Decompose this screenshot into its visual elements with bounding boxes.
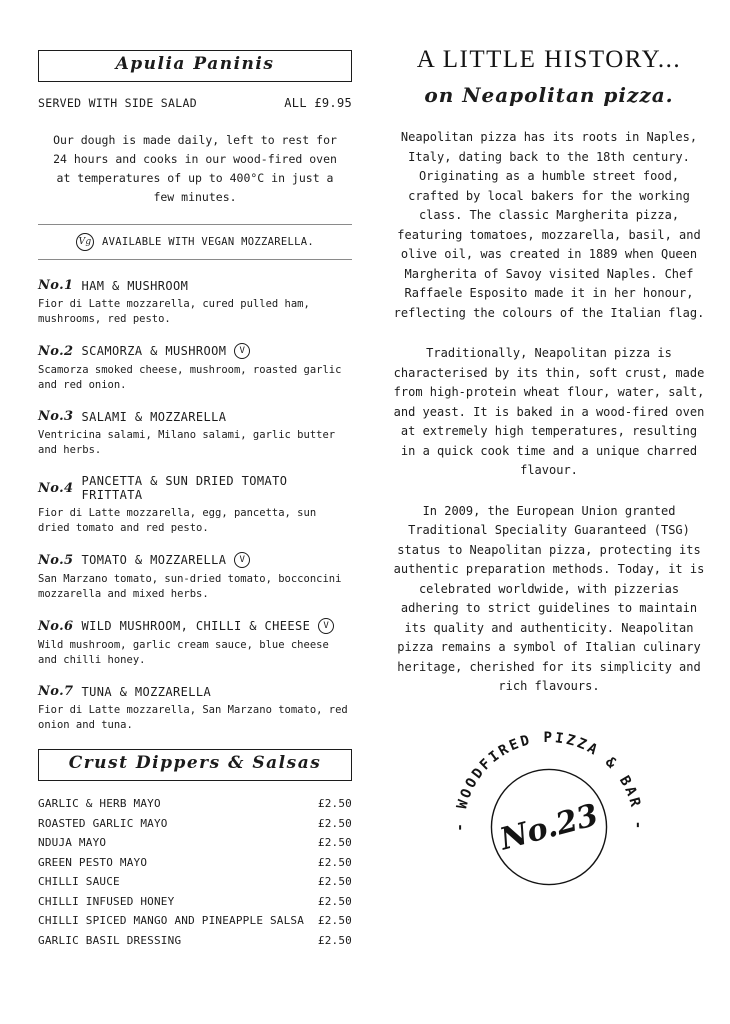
menu-item-description: Fior di Latte mozzarella, egg, pancetta, sun dried tomato and red pesto. (38, 507, 317, 534)
dough-intro-text: Our dough is made daily, left to rest for 24 hours and cooks in our wood-fired oven at temperatures of up to 400°C in just a few minutes. (53, 133, 337, 204)
menu-item (38, 343, 352, 393)
menu-item-number: No.3 (38, 409, 74, 424)
dipper-price: £2.50 (317, 816, 352, 830)
restaurant-logo (392, 721, 706, 933)
menu-item-title-row (38, 409, 352, 424)
logo-svg (443, 721, 655, 933)
menu-item-number: No.6 (38, 618, 74, 634)
dippers-title: Crust Dippers & Salsas (68, 753, 322, 773)
menu-item-name: HAM & MUSHROOM (81, 278, 189, 293)
history-subtitle: on Neapolitan pizza. (424, 83, 674, 107)
dipper-price: £2.50 (317, 797, 352, 810)
dipper-price: £2.50 (317, 836, 352, 849)
dippers-list (38, 794, 352, 950)
dipper-name: GREEN PESTO MAYO (38, 855, 148, 869)
vegan-note: AVAILABLE WITH VEGAN MOZZARELLA. (102, 236, 314, 248)
dipper-name: CHILLI INFUSED HONEY (38, 894, 175, 908)
menu-item-name: SCAMORZA & MUSHROOM (81, 344, 227, 358)
menu-item-title-row (38, 278, 352, 293)
menu-item-name: PANCETTA & SUN DRIED TOMATO FRITTATA (81, 474, 288, 502)
paninis-price-note: ALL £9.95 (284, 96, 352, 110)
dipper-price: £2.50 (317, 933, 352, 947)
menu-item (38, 684, 352, 733)
paninis-title: Apulia Paninis (115, 54, 275, 74)
dipper-name: NDUJA MAYO (38, 836, 107, 849)
dipper-price: £2.50 (317, 875, 352, 888)
paninis-header-box (38, 50, 352, 82)
menu-item-description: Ventricina salami, Milano salami, garlic butter and herbs. (38, 429, 336, 456)
dipper-price: £2.50 (317, 914, 352, 927)
menu-item-number: No.2 (38, 343, 74, 359)
history-paragraphs (392, 128, 706, 697)
menu-item-number: No.5 (38, 552, 74, 568)
menu-item-name: SALAMI & MOZZARELLA (81, 409, 227, 424)
menu-item-name: TOMATO & MOZZARELLA (81, 553, 227, 567)
logo-center-text: No.23 (496, 797, 602, 857)
dipper-name: GARLIC BASIL DRESSING (38, 933, 182, 947)
menu-item-title-row (38, 343, 352, 359)
menu-item-number: No.4 (38, 480, 74, 496)
history-paragraph: Traditionally, Neapolitan pizza is characterised by its thin, soft crust, made from high-protein wheat flour, water, salt, and yeast. It is baked in a wood-fired oven at extremely high temperatures, resulting in a quick cook time and a unique charred flavour. (393, 346, 705, 477)
menu-item-title-row (38, 618, 352, 634)
dipper-row (38, 833, 352, 853)
menu-item (38, 278, 352, 327)
menu-item-description: Scamorza smoked cheese, mushroom, roasted garlic and red onion. (38, 364, 342, 391)
dipper-row (38, 853, 352, 873)
paninis-column (38, 50, 352, 950)
dipper-price: £2.50 (317, 855, 352, 869)
served-note: SERVED WITH SIDE SALAD (38, 96, 197, 110)
dippers-header-box (38, 749, 352, 781)
menu-item-name: WILD MUSHROOM, CHILLI & CHEESE (81, 619, 311, 633)
menu-item-number: No.1 (38, 278, 74, 293)
menu-item-number: No.7 (38, 684, 74, 699)
vegetarian-icon: V (318, 618, 334, 634)
dipper-row (38, 911, 352, 931)
divider-bottom (38, 259, 352, 260)
dipper-row (38, 931, 352, 951)
menu-item-description: Fior di Latte mozzarella, San Marzano tomato, red onion and tuna. (38, 704, 348, 731)
history-paragraph: Neapolitan pizza has its roots in Naples, Italy, dating back to the 18th century. Originating as a humble street food, crafted by local bakers for the working class. The classic Margherita pizza, featuring tomatoes, mozzarella, basil, and olive oil, was created in 1889 when Queen Margherita of Savoy visited Naples. Chef Raffaele Esposito made it in her honour, reflecting the colours of the Italian flag. (393, 130, 705, 320)
menu-item (38, 618, 352, 668)
dipper-row (38, 892, 352, 912)
menu-item (38, 409, 352, 458)
dipper-row (38, 872, 352, 892)
menu-item-title-row (38, 474, 352, 502)
dipper-name: GARLIC & HERB MAYO (38, 797, 161, 810)
history-title: A LITTLE HISTORY... (416, 46, 682, 73)
menu-item-title-row (38, 684, 352, 699)
dipper-name: ROASTED GARLIC MAYO (38, 816, 168, 830)
dipper-name: CHILLI SPICED MANGO AND PINEAPPLE SALSA (38, 914, 305, 927)
vegan-icon: Vg (76, 233, 94, 251)
vegan-note-row (38, 225, 352, 259)
vegetarian-icon: V (234, 343, 250, 359)
panini-list (38, 278, 352, 733)
dipper-price: £2.50 (317, 894, 352, 908)
menu-item-name: TUNA & MOZZARELLA (81, 684, 212, 699)
history-column (392, 46, 706, 933)
history-paragraph: In 2009, the European Union granted Traditional Speciality Guaranteed (TSG) status to Neapolitan pizza, protecting its authentic preparation methods. Today, it is celebrated worldwide, with pizzerias adhering to strict guidelines to maintain its quality and authenticity. Neapolitan pizza remains a symbol of Italian culinary heritage, cherished for its simplicity and rich flavours. (393, 503, 705, 693)
logo-arc-text: - WOODFIRED PIZZA & BAR - (452, 729, 646, 832)
dipper-row (38, 814, 352, 834)
dipper-row (38, 794, 352, 814)
dipper-name: CHILLI SAUCE (38, 875, 120, 888)
served-note-row (38, 96, 352, 110)
vegetarian-icon: V (234, 552, 250, 568)
menu-item-description: San Marzano tomato, sun-dried tomato, bocconcini mozzarella and mixed herbs. (38, 573, 342, 600)
menu-item-description: Fior di Latte mozzarella, cured pulled ham, mushrooms, red pesto. (38, 298, 310, 325)
menu-item (38, 474, 352, 536)
menu-item-title-row (38, 552, 352, 568)
menu-item-description: Wild mushroom, garlic cream sauce, blue cheese and chilli honey. (38, 639, 329, 666)
menu-item (38, 552, 352, 602)
